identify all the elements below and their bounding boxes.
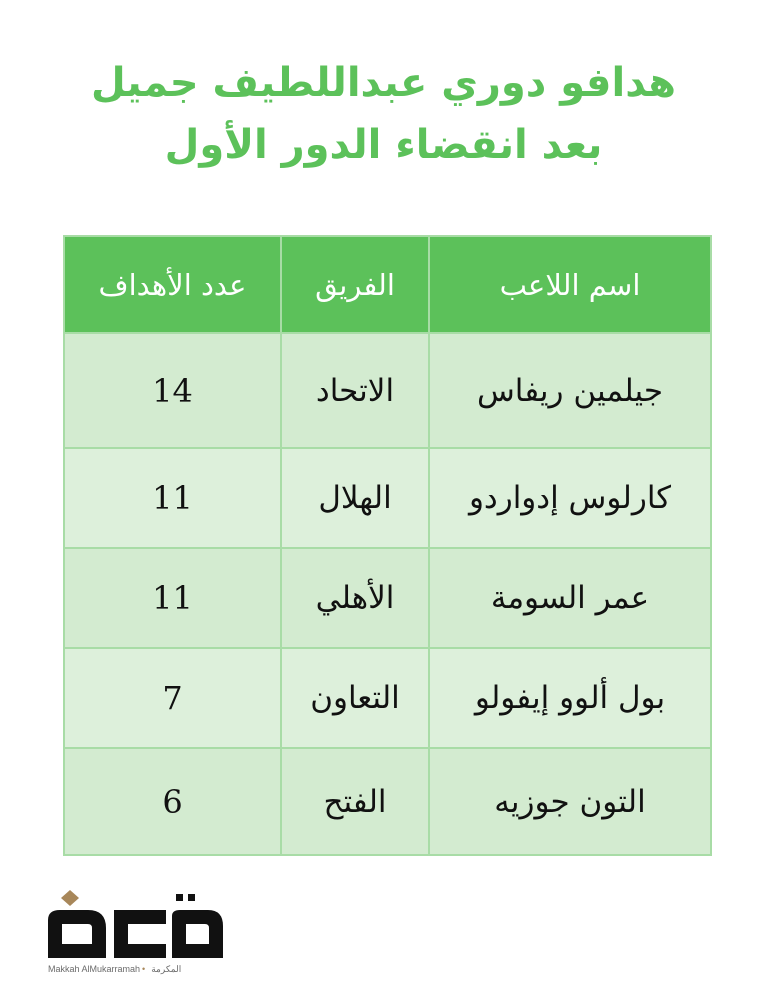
- scorers-table: [63, 235, 710, 850]
- table-header-row: [64, 236, 711, 333]
- goals-count: 6: [64, 748, 281, 855]
- player-name: عمر السومة: [429, 548, 711, 648]
- goals-count: 7: [64, 648, 281, 748]
- header-goals: عدد الأهداف: [64, 236, 281, 333]
- player-name: التون جوزيه: [429, 748, 711, 855]
- goals-count: 11: [64, 548, 281, 648]
- player-name: كارلوس إدواردو: [429, 448, 711, 548]
- goals-count: 11: [64, 448, 281, 548]
- logo-caption-en: Makkah AlMukarramah: [48, 964, 141, 974]
- title-line-1: هدافو دوري عبداللطيف جميل: [90, 60, 677, 106]
- logo-caption: [48, 964, 238, 975]
- title-line-2: بعد انقضاء الدور الأول: [164, 122, 603, 168]
- table-row: [64, 448, 711, 548]
- logo-caption-ar: المكرمة: [151, 964, 182, 974]
- header-team: الفريق: [281, 236, 429, 333]
- team-name: الهلال: [281, 448, 429, 548]
- team-name: الفتح: [281, 748, 429, 855]
- table-row: [64, 333, 711, 448]
- table-row: [64, 748, 711, 855]
- makkah-newspaper-logo-icon: [48, 890, 223, 965]
- table-row: [64, 648, 711, 748]
- table: [63, 235, 712, 856]
- table-row: [64, 548, 711, 648]
- caption-separator: •: [142, 964, 146, 974]
- page-title: [0, 52, 767, 176]
- team-name: الاتحاد: [281, 333, 429, 448]
- player-name: جيلمين ريفاس: [429, 333, 711, 448]
- makkah-logo: [48, 890, 238, 985]
- header-player: اسم اللاعب: [429, 236, 711, 333]
- player-name: بول ألوو إيفولو: [429, 648, 711, 748]
- goals-count: 14: [64, 333, 281, 448]
- team-name: الأهلي: [281, 548, 429, 648]
- team-name: التعاون: [281, 648, 429, 748]
